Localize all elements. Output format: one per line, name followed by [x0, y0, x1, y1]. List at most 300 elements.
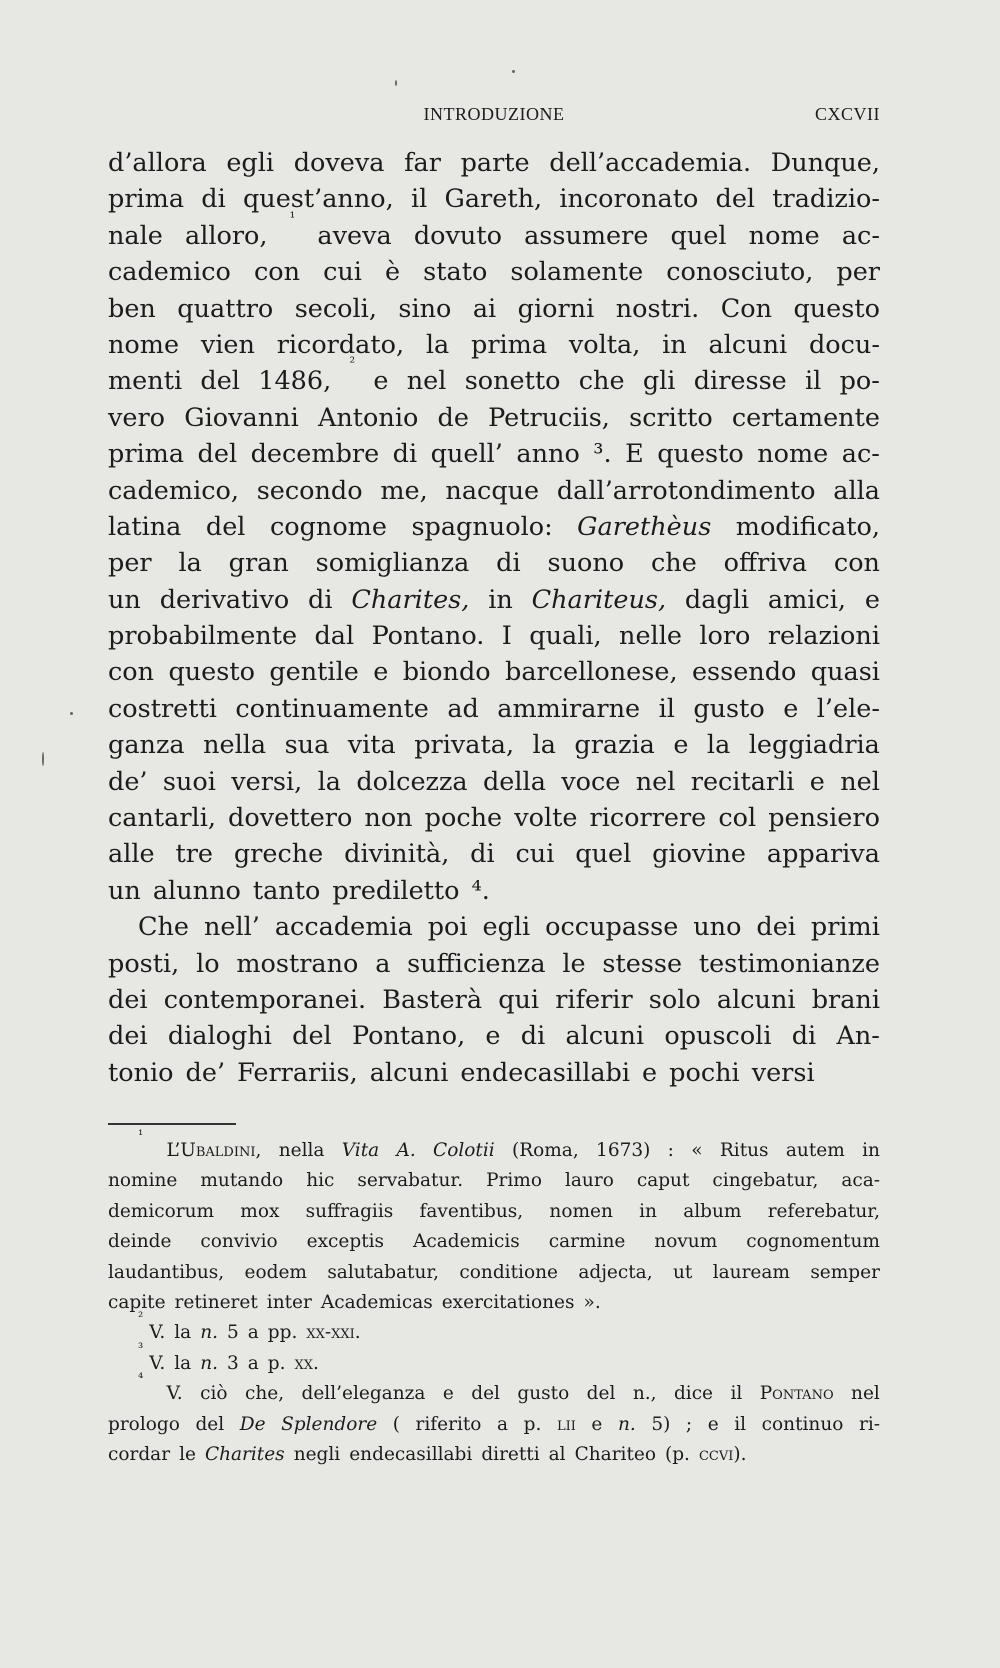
body-word: e	[373, 657, 389, 688]
body-word: dovuto	[413, 220, 502, 251]
footnote-word: negli	[293, 1443, 341, 1465]
footnote-word: adjecta,	[578, 1261, 653, 1283]
footnotes	[108, 1128, 880, 1470]
body-word: alcuni	[369, 1057, 449, 1088]
body-word: ricordato,	[276, 329, 405, 360]
footnote-line	[108, 1258, 880, 1288]
body-line	[108, 473, 880, 509]
footnote-word: 5	[226, 1322, 239, 1344]
footnote-line	[108, 1310, 880, 1348]
body-line	[108, 800, 880, 836]
footnote-word: Vita	[341, 1140, 380, 1161]
body-word: giovine	[652, 839, 747, 870]
body-word: la	[532, 730, 556, 761]
body-word: stesse	[602, 948, 683, 979]
body-word: Ferrariis,	[237, 1057, 358, 1088]
footnote-word: V.	[149, 1352, 166, 1374]
body-word: relazioni	[767, 621, 880, 652]
footnote-word: mutando	[200, 1170, 284, 1192]
body-word: nella	[203, 730, 267, 761]
body-word: Petruciis,	[488, 402, 610, 433]
body-word: amici,	[767, 584, 846, 615]
footnote-word: aca-	[841, 1170, 880, 1192]
footnote-word: suffragiis	[305, 1200, 394, 1222]
body-word: quattro	[177, 293, 274, 324]
body-word: con	[253, 257, 300, 288]
body-word: ad	[447, 693, 479, 724]
body-line	[108, 764, 880, 800]
footnote-word: Splendore	[281, 1413, 378, 1435]
footnote-word: n.,	[632, 1383, 657, 1405]
body-word: e	[809, 766, 825, 797]
body-word: questo	[657, 439, 744, 470]
body-word: ⁴.	[471, 875, 490, 906]
footnote-word: continuo	[761, 1413, 844, 1435]
body-word: il	[658, 693, 675, 724]
footnote-word: semper	[810, 1261, 880, 1283]
footnote-word: del	[471, 1383, 500, 1405]
body-word: nacque	[445, 475, 540, 506]
body-word: e	[783, 693, 799, 724]
footnote-marker: ²	[138, 1310, 144, 1326]
footnote-word: nel	[851, 1383, 880, 1405]
footnote-line	[108, 1440, 880, 1470]
body-word: quel	[575, 839, 632, 870]
footnote-word: Charites	[204, 1443, 285, 1465]
body-word: E	[625, 439, 644, 470]
body-line	[108, 145, 880, 181]
body-word: anno	[516, 439, 580, 470]
footnote-word: nomen	[549, 1200, 613, 1222]
body-word: poche	[424, 803, 503, 834]
body-word: vita	[347, 730, 396, 761]
body-word: nelle	[619, 621, 682, 652]
footnote-word: capite	[108, 1291, 166, 1313]
body-line	[108, 946, 880, 982]
body-word: lo	[196, 948, 220, 979]
footnote-line	[108, 1166, 880, 1196]
footnote-word: prologo	[108, 1413, 180, 1435]
body-word: contemporanei.	[163, 984, 367, 1015]
body-word: dei	[756, 912, 796, 943]
body-word: tanto	[252, 875, 321, 906]
body-line	[108, 400, 880, 436]
body-line	[108, 873, 880, 909]
body-word: la	[425, 329, 450, 360]
body-word: tre	[175, 839, 213, 870]
body-word: cognome	[269, 511, 387, 542]
running-title: INTRODUZIONE	[423, 104, 565, 124]
body-word: in	[662, 329, 687, 360]
body-word: de’	[108, 766, 148, 797]
body-word: dialoghi	[167, 1021, 272, 1052]
footnote-word: lauream	[712, 1261, 790, 1283]
body-word: cantarli,	[108, 803, 216, 834]
body-word: del	[715, 184, 756, 215]
body-word: incoronato	[559, 184, 699, 215]
footnote-word: e	[442, 1383, 454, 1405]
body-word: il	[410, 184, 428, 215]
footnote-word: faventibus,	[419, 1200, 524, 1222]
body-word: prima	[108, 439, 185, 470]
body-word: è	[385, 257, 401, 288]
body-word: un	[108, 875, 141, 906]
body-word: del	[200, 366, 240, 397]
footnote-word: in	[862, 1140, 880, 1161]
footnote-word: Chariteo	[574, 1443, 656, 1465]
body-word: occupasse	[545, 912, 679, 943]
body-word: alle	[108, 839, 155, 870]
body-word: secondo	[256, 475, 363, 506]
body-word: quel	[670, 220, 727, 251]
body-word: cademico,	[108, 475, 239, 506]
body-word: di	[520, 1021, 546, 1052]
body-word: per	[836, 257, 880, 288]
footnote-word: Academicis	[413, 1231, 520, 1253]
body-word: egli	[482, 912, 531, 943]
footnote-word: L’Ubaldini,	[166, 1140, 262, 1161]
body-word: questo	[168, 657, 255, 688]
footnote-word: caput	[636, 1170, 690, 1192]
body-word: gusto	[693, 693, 765, 724]
body-word: suoi	[162, 766, 216, 797]
footnote-word: A.	[396, 1140, 416, 1161]
body-word: dovettero	[228, 803, 353, 834]
body-word: nome	[108, 329, 180, 360]
footnote-word: e	[707, 1413, 719, 1435]
body-word: endecasillabi	[460, 1057, 631, 1088]
footnote-word: :	[667, 1140, 674, 1161]
body-word: divinità,	[344, 839, 450, 870]
body-word: pensiero	[768, 803, 880, 834]
body-word: probabilmente	[108, 621, 298, 652]
footnote-word: Academicas	[320, 1291, 433, 1313]
body-word: doveva	[293, 148, 385, 178]
body-word: recitarli	[690, 766, 795, 797]
footnote-word: al	[548, 1443, 566, 1465]
body-word: alloro,	[185, 220, 268, 251]
footnote-word: a	[247, 1322, 259, 1344]
footnote-word: ccvi).	[698, 1443, 747, 1465]
body-word: spagnuolo:	[411, 511, 553, 542]
body-line	[108, 582, 880, 618]
body-word: Pontano,	[351, 1021, 466, 1052]
body-word: aveva	[317, 220, 392, 251]
body-word: quest’anno,	[242, 184, 394, 215]
footnote-line	[108, 1340, 880, 1379]
page-number: CXCVII	[815, 104, 880, 124]
body-word: quali,	[529, 621, 602, 652]
body-word: tonio	[108, 1057, 174, 1088]
footnote-word: il	[730, 1383, 743, 1405]
body-line	[108, 727, 880, 763]
footnote-word: 3	[226, 1352, 239, 1374]
body-word: An-	[836, 1021, 880, 1052]
footnote-word: Colotii	[433, 1140, 495, 1161]
body-word: la	[178, 548, 202, 579]
body-word: loro	[699, 621, 751, 652]
body-word: latina	[108, 511, 182, 542]
footnote-word: le	[179, 1443, 196, 1465]
body-word: di	[308, 584, 333, 615]
main-text	[108, 145, 880, 1091]
footnote-word: endecasillabi	[349, 1443, 473, 1465]
footnote-word: cingebatur,	[712, 1170, 819, 1192]
body-word: nostri.	[615, 293, 700, 324]
footnote-word: hic	[306, 1170, 335, 1192]
footnote-word: a	[497, 1413, 509, 1435]
body-word: qui	[498, 984, 540, 1015]
footnote-marker: ¹	[289, 209, 296, 226]
body-word: dagli	[684, 584, 750, 615]
footnote-word: lii	[556, 1413, 576, 1435]
body-word: voce	[561, 766, 621, 797]
body-word: volta,	[568, 329, 641, 360]
body-word: primi	[810, 912, 880, 943]
body-word: alla	[833, 475, 880, 506]
body-line	[108, 1055, 880, 1091]
body-line	[108, 836, 880, 872]
body-word: Basterà	[382, 984, 483, 1015]
body-line	[108, 909, 880, 945]
body-line	[108, 291, 880, 327]
body-line	[108, 654, 880, 690]
footnote-line	[108, 1227, 880, 1257]
body-word: brani	[811, 984, 880, 1015]
body-word: e	[673, 730, 689, 761]
body-word: leggiadria	[748, 730, 880, 761]
body-word: uno	[693, 912, 742, 943]
body-word: di	[496, 548, 521, 579]
body-word: egli	[226, 148, 275, 178]
body-word: Che	[138, 912, 190, 943]
body-word: quasi	[810, 657, 880, 688]
footnote-word: la	[174, 1352, 192, 1374]
body-word: poi	[427, 912, 468, 943]
footnote-word: eodem	[244, 1261, 307, 1283]
body-word: Pontano.	[371, 621, 485, 652]
body-word: e	[642, 1057, 658, 1088]
body-word: ammirarne	[497, 693, 641, 724]
body-word: ganza	[108, 730, 185, 761]
body-word: versi	[751, 1057, 815, 1088]
body-word: le	[562, 948, 586, 979]
footnote-marker: ⁴	[138, 1371, 144, 1387]
body-word: decembre	[250, 439, 380, 470]
footnote-word: referebatur,	[767, 1200, 880, 1222]
body-word: me,	[380, 475, 428, 506]
footnote-word: mox	[240, 1200, 280, 1222]
body-word: alcuni	[565, 1021, 645, 1052]
footnote-word: ;	[685, 1413, 693, 1435]
footnote-word: servabatur.	[357, 1170, 464, 1192]
footnote-word: e	[591, 1413, 603, 1435]
body-word: sua	[284, 730, 330, 761]
body-word: per	[108, 548, 152, 579]
body-line	[108, 545, 880, 581]
paper-speck	[395, 80, 397, 86]
footnote-word: convivio	[200, 1231, 278, 1253]
body-word: grazia	[574, 730, 655, 761]
footnote-word: demicorum	[108, 1200, 215, 1222]
body-word: che	[578, 366, 625, 397]
footnote-word: ut	[672, 1261, 693, 1283]
body-line	[108, 327, 880, 363]
body-line	[108, 1018, 880, 1054]
body-line	[108, 436, 880, 472]
footnote-rule	[108, 1123, 236, 1125]
body-word: nell’	[203, 912, 260, 943]
body-word: posti,	[108, 948, 180, 979]
footnote-word: nella	[278, 1140, 325, 1161]
body-word: parte	[460, 148, 530, 178]
body-word: prima	[471, 329, 548, 360]
footnote-word: laudantibus,	[108, 1261, 225, 1283]
body-word: po-	[839, 366, 880, 397]
footnote-word: conditione	[459, 1261, 558, 1283]
footnote-line	[108, 1128, 880, 1166]
body-word: greche	[233, 839, 324, 870]
body-word: accademia	[274, 912, 413, 943]
body-word: assumere	[524, 220, 649, 251]
footnote-word: (Roma,	[511, 1140, 579, 1161]
body-line	[108, 209, 880, 254]
body-word: Garethèus	[577, 511, 712, 542]
footnote-word: la	[174, 1322, 192, 1344]
body-word: d’allora	[108, 148, 207, 178]
footnote-word: 5)	[651, 1413, 671, 1435]
footnote-word: che,	[244, 1383, 285, 1405]
body-line	[108, 509, 880, 545]
body-word: giorni	[517, 293, 595, 324]
running-head	[108, 102, 880, 132]
body-word: continuamente	[235, 693, 429, 724]
body-line	[108, 691, 880, 727]
body-word: solamente	[510, 257, 644, 288]
footnote-word: «	[691, 1140, 703, 1161]
body-word: dell’accademia.	[549, 148, 752, 178]
footnote-word: nomine	[108, 1170, 178, 1192]
body-word: Con	[720, 293, 772, 324]
body-word: e	[373, 366, 389, 397]
body-word: di	[392, 439, 418, 470]
body-word: versi,	[231, 766, 303, 797]
body-word: Dunque,	[770, 148, 880, 178]
footnote-word: a	[247, 1352, 259, 1374]
body-word: nome	[757, 439, 829, 470]
body-word: menti	[108, 366, 183, 397]
footnote-word: il	[734, 1413, 747, 1435]
footnote-word: Pontano	[759, 1383, 834, 1405]
footnote-line	[108, 1410, 880, 1440]
body-word: derivativo	[159, 584, 290, 615]
body-word: Antonio	[317, 402, 419, 433]
body-word: nel	[840, 766, 880, 797]
footnote-word: ».	[583, 1291, 601, 1313]
body-word: Chariteus,	[531, 584, 667, 615]
body-word: prediletto	[332, 875, 460, 906]
body-word: ac-	[841, 439, 880, 470]
body-word: mostrano	[236, 948, 359, 979]
body-word: ai	[472, 293, 497, 324]
footnote-word: V.	[166, 1383, 183, 1405]
body-line	[108, 618, 880, 654]
body-word: secoli,	[294, 293, 377, 324]
body-word: cui	[323, 257, 362, 288]
footnote-marker: ¹	[138, 1128, 144, 1143]
footnote-marker: ²	[349, 355, 356, 372]
body-word: docu-	[808, 329, 880, 360]
body-word: di	[470, 839, 495, 870]
body-word: ricorrere	[589, 803, 707, 834]
body-word: l’ele-	[816, 693, 880, 724]
body-word: dei	[108, 1021, 148, 1052]
body-word: non	[364, 803, 413, 834]
body-word: testimonianze	[698, 948, 880, 979]
body-word: 1486,	[258, 366, 332, 397]
body-word: gentile	[269, 657, 359, 688]
body-word: quell’	[430, 439, 503, 470]
body-word: essendo	[691, 657, 797, 688]
body-word: opuscoli	[664, 1021, 772, 1052]
body-word: tradizio-	[772, 184, 880, 215]
footnote-word: salutabatur,	[327, 1261, 440, 1283]
body-word: conosciuto,	[666, 257, 814, 288]
footnote-word: exercitationes	[441, 1291, 575, 1313]
footnote-line	[108, 1371, 880, 1409]
footnote-word: n.	[617, 1413, 636, 1435]
body-word: sino	[398, 293, 452, 324]
body-word: suono	[547, 548, 625, 579]
footnote-marker: ³	[138, 1340, 144, 1356]
body-word: a	[375, 948, 391, 979]
body-word: col	[718, 803, 757, 834]
body-word: barcellonese,	[505, 657, 678, 688]
body-word: dal	[314, 621, 355, 652]
footnote-word: xx-xxi.	[306, 1322, 361, 1344]
body-word: Gareth,	[444, 184, 543, 215]
footnote-word: xx.	[294, 1352, 319, 1374]
body-word: far	[404, 148, 441, 178]
body-line	[108, 254, 880, 290]
footnote-word: (	[392, 1413, 400, 1435]
body-word: e	[485, 1021, 501, 1052]
body-word: solo	[648, 984, 701, 1015]
footnote-word: dell’eleganza	[301, 1383, 426, 1405]
body-word: costretti	[108, 693, 217, 724]
footnote-word: Primo	[486, 1170, 542, 1192]
body-word: alcuni	[708, 329, 788, 360]
body-word: prima	[108, 184, 185, 215]
body-word: gli	[642, 366, 676, 397]
body-word: in	[488, 584, 513, 615]
body-word: con	[833, 548, 880, 579]
footnote-word: album	[683, 1200, 742, 1222]
footnote-word: Ritus	[719, 1140, 769, 1161]
body-word: e	[864, 584, 880, 615]
footnote-word: del	[195, 1413, 225, 1435]
body-word: vero	[108, 402, 166, 433]
body-word: di	[201, 184, 226, 215]
body-line	[108, 982, 880, 1018]
body-word: de	[437, 402, 469, 433]
body-line	[108, 181, 880, 217]
body-word: dolcezza	[356, 766, 468, 797]
footnote-word: p.	[523, 1413, 542, 1435]
body-word: somiglianza	[315, 548, 470, 579]
body-word: biondo	[402, 657, 491, 688]
body-word: de’	[185, 1057, 226, 1088]
